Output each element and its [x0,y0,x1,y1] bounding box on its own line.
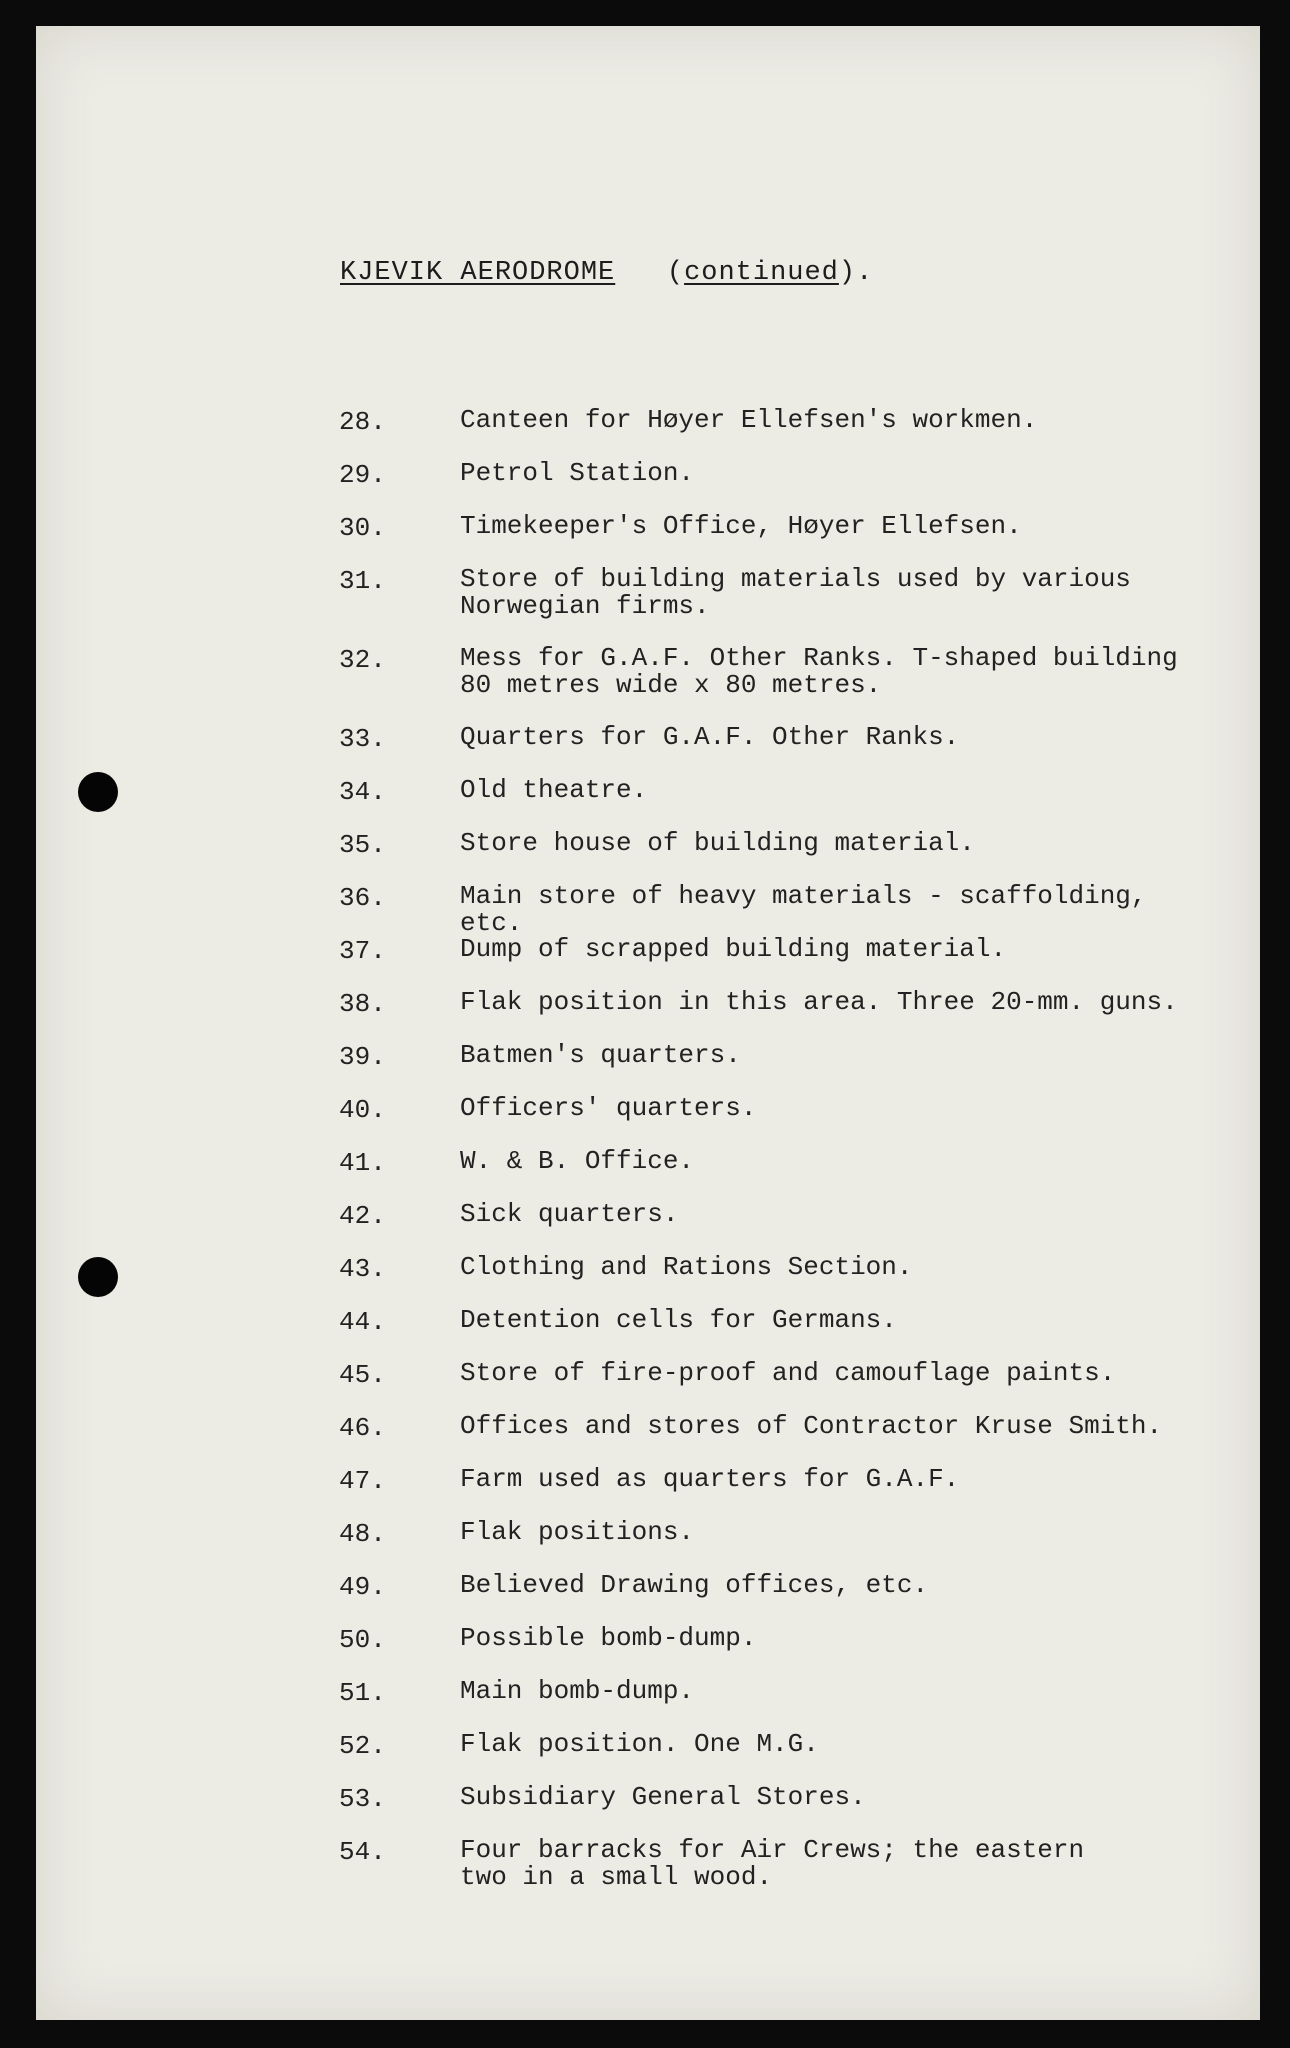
item-number: 38. [339,989,386,1019]
item-text: Officers' quarters. [460,1093,757,1123]
item-text: Believed Drawing offices, etc. [460,1570,929,1600]
item-number: 46. [339,1413,386,1443]
item-text: Subsidiary General Stores. [460,1782,866,1812]
item-number: 49. [339,1572,386,1602]
item-number: 32. [339,645,386,675]
document-page [36,26,1260,2020]
punch-hole-upper [78,772,118,812]
item-text: Detention cells for Germans. [460,1305,897,1335]
heading-close-paren: ) [838,258,857,288]
item-text: Offices and stores of Contractor Kruse Smith. [460,1411,1163,1441]
item-text: Flak positions. [460,1517,695,1547]
item-text: Batmen's quarters. [460,1040,741,1070]
item-number: 31. [339,566,386,596]
item-number: 43. [339,1254,386,1284]
item-number: 29. [339,460,386,490]
item-number: 51. [339,1678,386,1708]
item-text: Petrol Station. [460,458,695,488]
item-text: Flak position. One M.G. [460,1729,819,1759]
heading-place: KJEVIK AERODROME [340,258,616,288]
item-text: Store of fire-proof and camouflage paints. [460,1358,1116,1388]
item-text: Farm used as quarters for G.A.F. [460,1464,960,1494]
item-text: Clothing and Rations Section. [460,1252,913,1282]
item-text: Quarters for G.A.F. Other Ranks. [460,722,960,752]
item-text: Mess for G.A.F. Other Ranks. T-shaped building 80 metres wide x 80 metres. [460,643,1178,700]
item-text: W. & B. Office. [460,1146,695,1176]
item-number: 54. [339,1837,386,1867]
item-text: Main store of heavy materials - scaffolding, etc. [460,881,1147,938]
item-number: 28. [339,407,386,437]
item-number: 37. [339,936,386,966]
item-number: 44. [339,1307,386,1337]
item-text: Sick quarters. [460,1199,679,1229]
item-text: Dump of scrapped building material. [460,934,1007,964]
item-text: Store of building materials used by various Norwegian firms. [460,564,1131,621]
item-number: 41. [339,1148,386,1178]
item-number: 53. [339,1784,386,1814]
item-number: 50. [339,1625,386,1655]
item-number: 45. [339,1360,386,1390]
item-number: 33. [339,724,386,754]
page-heading [340,258,873,288]
item-text: Main bomb-dump. [460,1676,695,1706]
item-number: 52. [339,1731,386,1761]
punch-hole-lower [78,1257,118,1297]
item-number: 47. [339,1466,386,1496]
heading-continued: continued [684,258,839,288]
item-text: Possible bomb-dump. [460,1623,757,1653]
item-number: 35. [339,830,386,860]
item-text: Old theatre. [460,775,648,805]
heading-open-paren: ( [666,258,685,288]
heading-end: . [856,258,874,288]
item-number: 36. [339,883,386,913]
item-text: Four barracks for Air Crews; the eastern two in a small wood. [460,1835,1085,1892]
item-number: 30. [339,513,386,543]
item-text: Timekeeper's Office, Høyer Ellefsen. [460,511,1022,541]
item-number: 48. [339,1519,386,1549]
item-text: Flak position in this area. Three 20-mm. guns. [460,987,1178,1017]
item-text: Store house of building material. [460,828,975,858]
item-number: 40. [339,1095,386,1125]
item-number: 39. [339,1042,386,1072]
item-number: 34. [339,777,386,807]
item-text: Canteen for Høyer Ellefsen's workmen. [460,405,1038,435]
item-number: 42. [339,1201,386,1231]
